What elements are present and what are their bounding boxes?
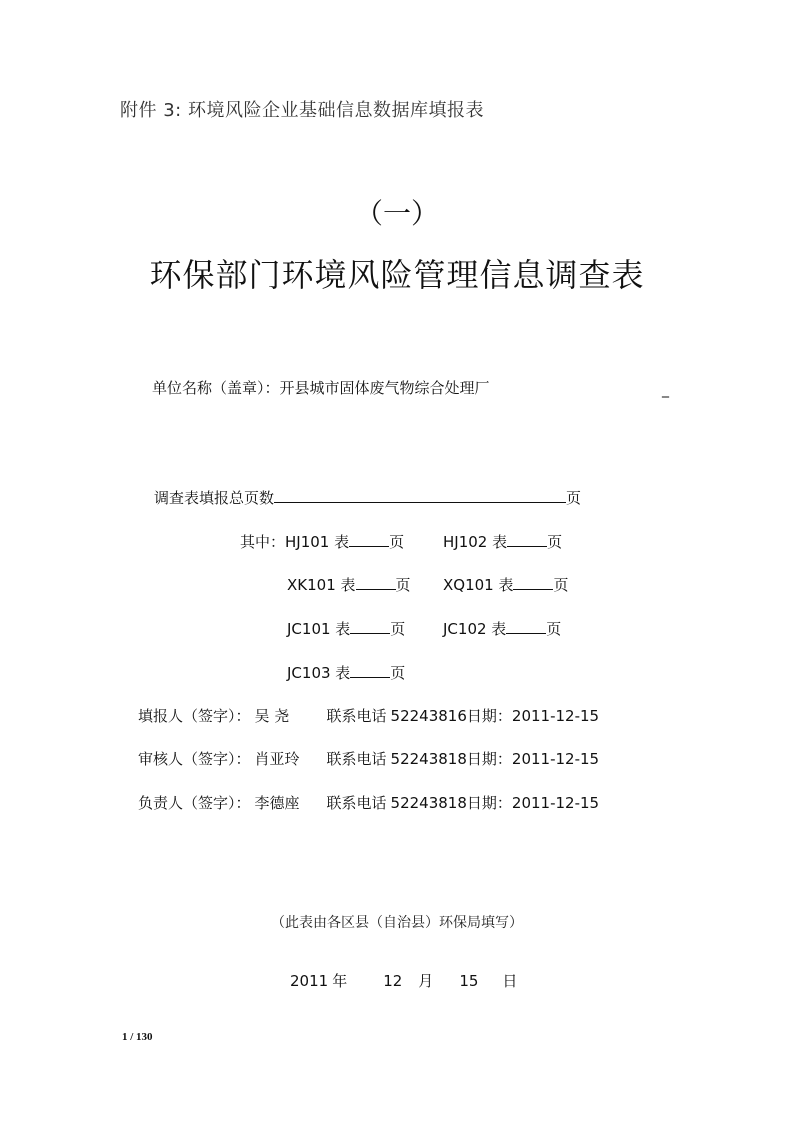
signature-name: 李德座 [254, 794, 300, 812]
signature-name: 吴 尧 [254, 707, 290, 725]
date-label: 日期： [466, 750, 512, 768]
date-label: 日期： [466, 707, 512, 725]
main-title: 环保部门环境风险管理信息调查表 [149, 256, 645, 294]
form-pages-blank[interactable] [350, 662, 390, 678]
total-pages-line [154, 487, 581, 508]
form-label: XQ101 表 [443, 576, 514, 594]
fill-day: 15 [459, 972, 479, 990]
signature-name: 肖亚玲 [254, 750, 300, 768]
phone-label: 联系电话 [326, 707, 387, 725]
form-unit: 页 [547, 533, 563, 551]
sign-date: 2011-12-15 [511, 794, 600, 812]
filling-note: （此表由各区县（自治县）环保局填写） [271, 915, 523, 931]
signature-row-filler [138, 705, 599, 726]
page-number: 1 / 130 [122, 1031, 153, 1043]
form-item-jc102 [443, 618, 561, 639]
fill-year: 2011 [290, 972, 329, 990]
unit-corner-mark: _ [662, 382, 669, 398]
form-pages-blank[interactable] [513, 574, 553, 590]
form-item-xq101 [443, 574, 569, 595]
year-label: 年 [332, 972, 348, 990]
fill-month: 12 [383, 972, 403, 990]
form-pages-blank[interactable] [356, 574, 396, 590]
form-label: HJ101 表 [285, 533, 350, 551]
day-label: 日 [502, 972, 518, 990]
form-item-hj101 [240, 531, 404, 552]
signature-role: 负责人（签字）： [138, 794, 251, 812]
form-unit: 页 [390, 620, 406, 638]
sign-date: 2011-12-15 [511, 707, 600, 725]
form-label: JC103 表 [287, 664, 351, 682]
signature-role: 填报人（签字）： [138, 707, 251, 725]
phone-label: 联系电话 [326, 794, 387, 812]
signature-role: 审核人（签字）： [138, 750, 251, 768]
form-unit: 页 [395, 576, 411, 594]
form-label: HJ102 表 [443, 533, 508, 551]
form-pages-blank[interactable] [507, 531, 547, 547]
form-unit: 页 [390, 664, 406, 682]
form-label: XK101 表 [287, 576, 356, 594]
unit-name-value: 开县城市固体废气物综合处理厂 [279, 379, 490, 397]
month-label: 月 [418, 972, 434, 990]
form-pages-blank[interactable] [349, 531, 389, 547]
form-item-hj102 [443, 531, 562, 552]
unit-name-label: 单位名称（盖章）： [152, 379, 280, 397]
form-pages-blank[interactable] [350, 618, 390, 634]
attachment-title: 附件 3: 环境风险企业基础信息数据库填报表 [120, 100, 484, 121]
total-pages-blank[interactable] [274, 487, 566, 503]
form-label: JC101 表 [287, 620, 351, 638]
fill-date-line [290, 970, 517, 991]
total-pages-label: 调查表填报总页数 [154, 489, 275, 507]
phone-number: 52243818 [390, 794, 467, 812]
form-item-xk101 [287, 574, 411, 595]
breakdown-lead: 其中： [240, 533, 286, 551]
phone-label: 联系电话 [326, 750, 387, 768]
signature-row-responsible [138, 792, 599, 813]
form-unit: 页 [553, 576, 569, 594]
form-item-jc101 [287, 618, 405, 639]
date-label: 日期： [466, 794, 512, 812]
form-item-jc103 [287, 662, 405, 683]
sign-date: 2011-12-15 [511, 750, 600, 768]
phone-number: 52243818 [390, 750, 467, 768]
signature-row-reviewer [138, 748, 599, 769]
total-pages-suffix: 页 [566, 489, 582, 507]
phone-number: 52243816 [390, 707, 467, 725]
form-pages-blank[interactable] [506, 618, 546, 634]
form-unit: 页 [546, 620, 562, 638]
form-label: JC102 表 [443, 620, 507, 638]
unit-name-line [152, 377, 490, 398]
section-number: （一） [354, 197, 439, 230]
form-unit: 页 [389, 533, 405, 551]
